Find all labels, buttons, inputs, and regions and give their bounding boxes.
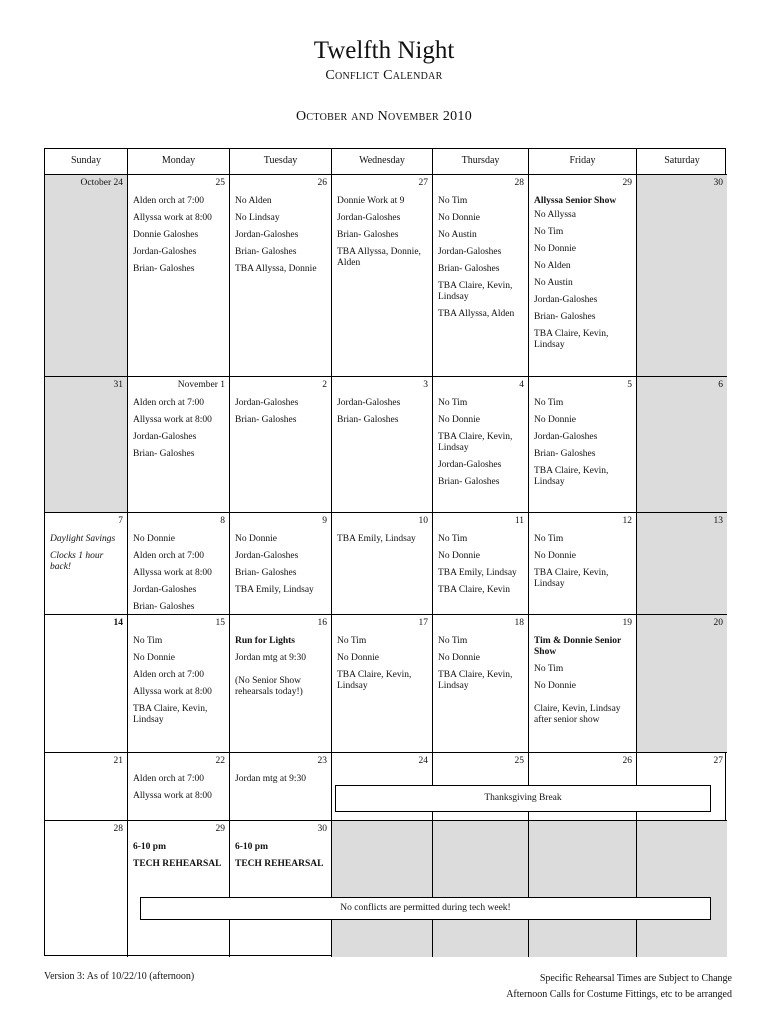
day-number: 6 [718,380,723,390]
conflict-entry: TBA Claire, Kevin, Lindsay [438,432,513,453]
conflict-entry: Brian- Galoshes [534,312,596,322]
conflict-entry: Brian- Galoshes [235,568,297,578]
day-cell [128,821,230,957]
day-number: 14 [113,618,123,628]
conflict-entry: Allyssa work at 8:00 [133,791,212,801]
day-cell [637,377,727,513]
conflict-list [133,842,225,876]
conflict-entry: TBA Claire, Kevin, Lindsay [133,704,208,725]
thanksgiving-banner: Thanksgiving Break [335,785,711,812]
day-number: 25 [514,756,524,766]
conflict-entry: TECH REHEARSAL [235,859,324,869]
day-cell [433,821,529,957]
conflict-entry: No Tim [534,534,564,544]
conflict-entry: No Austin [438,230,477,240]
conflict-list [438,398,524,494]
day-cell [529,615,637,753]
conflict-entry: TBA Claire, Kevin, Lindsay [534,329,609,350]
day-number: 29 [215,824,225,834]
day-cell [332,615,433,753]
conflict-entry: Jordan-Galoshes [235,398,299,408]
conflict-entry: No Donnie [133,653,175,663]
conflict-entry: TBA Allyssa, Alden [438,309,515,319]
day-number: 16 [317,618,327,628]
tech-week-banner: No conflicts are permitted during tech week! [140,897,711,920]
conflict-list [534,534,632,596]
conflict-entry: No Tim [337,636,367,646]
conflict-entry: Allyssa Senior Show [534,196,617,206]
day-number: 22 [215,756,225,766]
day-number: 27 [713,756,723,766]
day-number: 13 [713,516,723,526]
day-cell [45,753,128,821]
conflict-entry: Jordan-Galoshes [133,585,197,595]
day-cell [529,513,637,615]
conflict-list [534,196,632,357]
conflict-entry: Daylight Savings [50,534,116,544]
day-number: November 1 [177,380,225,390]
conflict-entry: No Alden [534,261,571,271]
conflict-list [534,636,632,732]
conflict-entry: Clocks 1 hour back! [50,551,104,572]
conflict-entry: TBA Allyssa, Donnie, Alden [337,247,421,268]
day-number: 28 [514,178,524,188]
conflict-entry: (No Senior Show rehearsals today!) [235,676,303,697]
conflict-entry: TBA Claire, Kevin, Lindsay [337,670,412,691]
conflict-entry: Brian- Galoshes [534,449,596,459]
conflict-list [235,196,327,281]
conflict-entry: No Austin [534,278,573,288]
conflict-entry: Jordan-Galoshes [337,213,401,223]
conflict-entry: Brian- Galoshes [337,415,399,425]
conflict-entry: No Tim [534,227,564,237]
conflict-entry: Jordan-Galoshes [235,230,299,240]
day-cell [230,377,332,513]
day-cell [637,513,727,615]
conflict-entry: Brian- Galoshes [133,449,195,459]
day-cell [529,821,637,957]
conflict-list [235,398,327,432]
conflict-entry: No Donnie [438,551,480,561]
day-number: 7 [118,516,123,526]
day-cell [637,175,727,377]
conflict-entry: No Lindsay [235,213,280,223]
conflict-entry: TBA Claire, Kevin, Lindsay [438,281,513,302]
conflict-entry: Allyssa work at 8:00 [133,415,212,425]
conflict-entry: Brian- Galoshes [133,264,195,274]
conflict-list [133,534,225,619]
conflict-entry: Jordan-Galoshes [235,551,299,561]
conflict-entry: No Donnie [438,653,480,663]
day-cell [45,377,128,513]
conflict-entry: No Donnie [534,244,576,254]
conflict-entry: No Donnie [534,415,576,425]
conflict-entry: Jordan-Galoshes [438,460,502,470]
conflict-entry: No Donnie [534,681,576,691]
document-title: Twelfth Night [313,37,455,64]
day-cell [332,377,433,513]
conflict-entry: Alden orch at 7:00 [133,774,204,784]
conflict-entry: No Donnie [337,653,379,663]
weekday-header-friday: Friday [529,149,637,175]
conflict-entry: No Allyssa [534,210,576,220]
conflict-entry: TBA Claire, Kevin, Lindsay [438,670,513,691]
day-number: 5 [627,380,632,390]
conflict-entry: Brian- Galoshes [438,264,500,274]
conflict-list [235,636,327,704]
conflict-entry: No Tim [438,636,468,646]
day-number: 31 [113,380,123,390]
conflict-entry: TBA Claire, Kevin [438,585,511,595]
conflict-entry: Alden orch at 7:00 [133,196,204,206]
conflict-entry: TECH REHEARSAL [133,859,222,869]
conflict-list [438,196,524,326]
version-note: Version 3: As of 10/22/10 (afternoon) [44,971,195,982]
day-number: 20 [713,618,723,628]
day-number: 8 [220,516,225,526]
day-cell [230,753,332,821]
conflict-entry: No Donnie [438,213,480,223]
conflict-entry: TBA Claire, Kevin, Lindsay [534,568,609,589]
conflict-list [133,398,225,466]
day-number: 28 [113,824,123,834]
conflict-list [337,534,428,551]
conflict-list [534,398,632,494]
conflict-entry: TBA Emily, Lindsay [438,568,517,578]
day-cell [433,175,529,377]
day-number: 4 [519,380,524,390]
day-cell [332,175,433,377]
conflict-entry: Brian- Galoshes [337,230,399,240]
day-number: 17 [418,618,428,628]
conflict-list [235,534,327,602]
day-cell [433,513,529,615]
conflict-entry: No Donnie [235,534,277,544]
day-cell [529,377,637,513]
day-cell [128,753,230,821]
day-cell [332,513,433,615]
day-number: 18 [514,618,524,628]
conflict-entry: 6-10 pm [235,842,268,852]
conflict-list [235,774,327,791]
conflict-entry: No Donnie [438,415,480,425]
conflict-entry: No Alden [235,196,272,206]
conflict-entry: No Tim [534,664,564,674]
day-number: 27 [418,178,428,188]
day-number: 29 [622,178,632,188]
day-cell [128,513,230,615]
conflict-entry: TBA Claire, Kevin, Lindsay [534,466,609,487]
day-number: October 24 [80,178,123,188]
conflict-entry: Alden orch at 7:00 [133,551,204,561]
day-number: 26 [622,756,632,766]
conflict-entry: Alden orch at 7:00 [133,398,204,408]
conflict-entry: Tim & Donnie Senior Show [534,636,622,657]
conflict-entry: TBA Allyssa, Donnie [235,264,317,274]
conflict-entry: Jordan-Galoshes [534,295,598,305]
conflict-entry: Brian- Galoshes [133,602,195,612]
day-number: 30 [713,178,723,188]
weekday-header-saturday: Saturday [637,149,727,175]
day-cell [230,821,332,957]
conflict-entry: TBA Emily, Lindsay [235,585,314,595]
weekday-header-tuesday: Tuesday [230,149,332,175]
conflict-entry: Brian- Galoshes [235,415,297,425]
day-cell [433,615,529,753]
conflict-list [235,842,327,876]
conflict-entry: Jordan-Galoshes [438,247,502,257]
day-cell [128,175,230,377]
day-number: 2 [322,380,327,390]
weekday-header-monday: Monday [128,149,230,175]
conflict-entry: Allyssa work at 8:00 [133,687,212,697]
rehearsal-times-note: Specific Rehearsal Times are Subject to Change [539,973,732,984]
conflict-list [133,196,225,281]
conflict-entry: No Tim [438,534,468,544]
day-cell [128,615,230,753]
conflict-entry: Allyssa work at 8:00 [133,568,212,578]
conflict-list [337,398,428,432]
conflict-list [133,636,225,732]
weekday-header-sunday: Sunday [45,149,128,175]
conflict-entry: No Tim [133,636,163,646]
day-cell [637,615,727,753]
conflict-entry: Jordan-Galoshes [133,247,197,257]
day-number: 12 [622,516,632,526]
day-number: 3 [423,380,428,390]
costume-fittings-note: Afternoon Calls for Costume Fittings, etc to be arranged [506,989,732,1000]
day-number: 21 [113,756,123,766]
conflict-entry: Alden orch at 7:00 [133,670,204,680]
conflict-entry: Brian- Galoshes [235,247,297,257]
day-number: 23 [317,756,327,766]
day-number: 9 [322,516,327,526]
conflict-entry: No Donnie [133,534,175,544]
day-cell [529,175,637,377]
conflict-entry: Brian- Galoshes [438,477,500,487]
day-cell [433,377,529,513]
day-cell [45,175,128,377]
conflict-list [50,534,123,579]
day-cell [332,821,433,957]
day-number: 10 [418,516,428,526]
conflict-entry: 6-10 pm [133,842,166,852]
document-subtitle: Conflict Calendar [325,68,443,83]
day-cell [230,615,332,753]
day-cell [45,615,128,753]
conflict-entry: Donnie Galoshes [133,230,199,240]
conflict-entry: No Tim [438,196,468,206]
day-number: 19 [622,618,632,628]
footer-notes [506,971,732,1003]
conflict-entry: Jordan mtg at 9:30 [235,774,306,784]
day-number: 26 [317,178,327,188]
day-cell [230,513,332,615]
day-number: 30 [317,824,327,834]
day-cell [45,821,128,957]
conflict-list [133,774,225,808]
conflict-entry: No Donnie [534,551,576,561]
conflict-entry: Run for Lights [235,636,296,646]
conflict-entry: Jordan-Galoshes [337,398,401,408]
day-number: 15 [215,618,225,628]
conflict-calendar [44,148,726,956]
calendar-months: October and November 2010 [295,109,473,124]
conflict-list [438,534,524,602]
conflict-entry: Allyssa work at 8:00 [133,213,212,223]
day-cell [128,377,230,513]
conflict-entry: Jordan-Galoshes [534,432,598,442]
day-cell [230,175,332,377]
conflict-entry: Jordan-Galoshes [133,432,197,442]
conflict-list [337,196,428,275]
conflict-entry: TBA Emily, Lindsay [337,534,416,544]
day-number: 25 [215,178,225,188]
conflict-entry: Claire, Kevin, Lindsay after senior show [534,704,621,725]
day-cell [637,821,727,957]
conflict-list [438,636,524,698]
day-cell [45,513,128,615]
conflict-entry: Jordan mtg at 9:30 [235,653,306,663]
conflict-entry: Donnie Work at 9 [337,196,405,206]
weekday-header-wednesday: Wednesday [332,149,433,175]
conflict-list [337,636,428,698]
conflict-entry: No Tim [534,398,564,408]
conflict-entry: No Tim [438,398,468,408]
day-number: 11 [514,516,524,526]
day-number: 24 [418,756,428,766]
weekday-header-thursday: Thursday [433,149,529,175]
